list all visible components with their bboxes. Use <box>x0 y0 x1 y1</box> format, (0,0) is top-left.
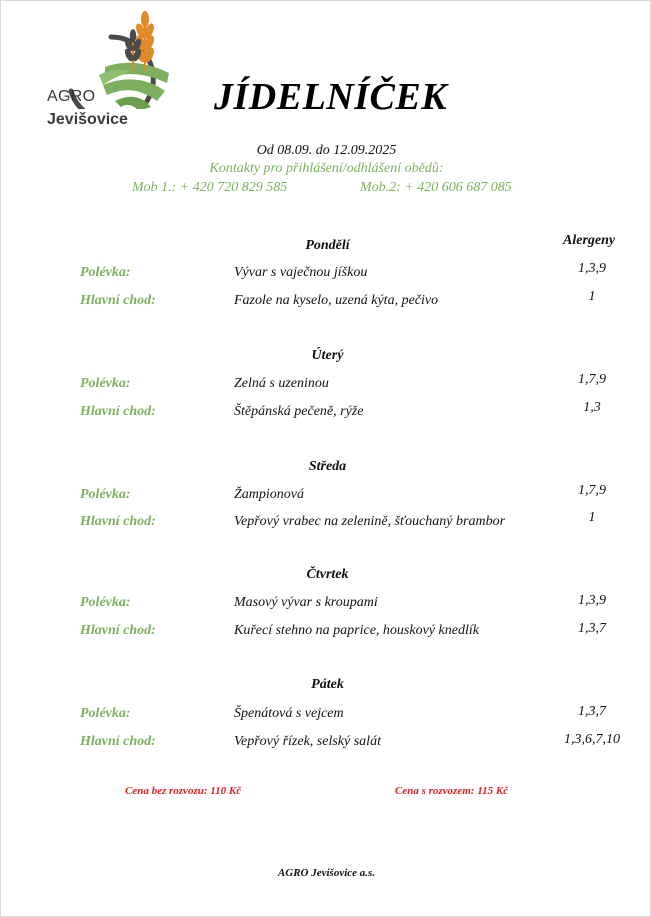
soup-allergens: 1,3,7 <box>578 704 606 719</box>
soup-allergens: 1,3,9 <box>578 593 606 608</box>
contact-mob1: Mob 1.: + 420 720 829 585 <box>132 180 288 195</box>
soup-allergens: 1,3,9 <box>578 261 606 276</box>
soup-allergens: 1,7,9 <box>578 372 606 387</box>
logo-text-jevisovice: Jevišovice <box>47 111 128 128</box>
company-logo <box>41 9 181 131</box>
main-allergens: 1 <box>588 510 596 525</box>
main-label: Hlavní chod: <box>80 734 156 749</box>
main-label: Hlavní chod: <box>80 293 156 308</box>
main-allergens: 1,3 <box>583 400 601 415</box>
price-with-delivery: Cena s rozvozem: 115 Kč <box>395 785 509 797</box>
main-allergens: 1,3,6,7,10 <box>564 732 620 747</box>
main-allergens: 1,3,7 <box>578 621 606 636</box>
soup-label: Polévka: <box>80 595 131 610</box>
footer-company: AGRO Jevišovice a.s. <box>277 867 376 879</box>
soup-dish: Zelná s uzeninou <box>234 376 329 391</box>
soup-dish: Vývar s vaječnou jíškou <box>234 265 368 280</box>
main-dish: Vepřový vrabec na zelenině, šťouchaný brambor <box>234 514 506 529</box>
day-name: Úterý <box>311 348 344 363</box>
main-dish: Štěpánská pečeně, rýže <box>234 404 364 419</box>
contacts-heading: Kontakty pro přihlášení/odhlášení obědů: <box>209 161 444 176</box>
main-allergens: 1 <box>588 289 596 304</box>
main-label: Hlavní chod: <box>80 623 156 638</box>
contact-mob2: Mob.2: + 420 606 687 085 <box>360 180 512 195</box>
day-name: Pátek <box>311 677 344 692</box>
soup-label: Polévka: <box>80 376 131 391</box>
main-label: Hlavní chod: <box>80 514 156 529</box>
price-without-delivery: Cena bez rozvozu: 110 Kč <box>125 785 242 797</box>
soup-label: Polévka: <box>80 487 131 502</box>
main-dish: Kuřecí stehno na paprice, houskový knedlík <box>234 623 479 638</box>
page-title: JÍDELNÍČEK <box>214 76 448 118</box>
soup-label: Polévka: <box>80 706 131 721</box>
main-dish: Fazole na kyselo, uzená kýta, pečivo <box>234 293 439 308</box>
main-dish: Vepřový řízek, selský salát <box>234 734 381 749</box>
day-name: Pondělí <box>305 238 350 253</box>
date-range: Od 08.09. do 12.09.2025 <box>256 143 397 158</box>
logo-text-agro: AGRO <box>47 88 96 105</box>
soup-label: Polévka: <box>80 265 131 280</box>
day-name: Čtvrtek <box>306 567 349 582</box>
day-name: Středa <box>308 459 347 474</box>
soup-dish: Špenátová s vejcem <box>234 706 344 721</box>
main-label: Hlavní chod: <box>80 404 156 419</box>
soup-dish: Masový vývar s kroupami <box>234 595 378 610</box>
soup-dish: Žampionová <box>234 487 304 502</box>
soup-allergens: 1,7,9 <box>578 483 606 498</box>
allergens-heading: Alergeny <box>563 233 616 248</box>
